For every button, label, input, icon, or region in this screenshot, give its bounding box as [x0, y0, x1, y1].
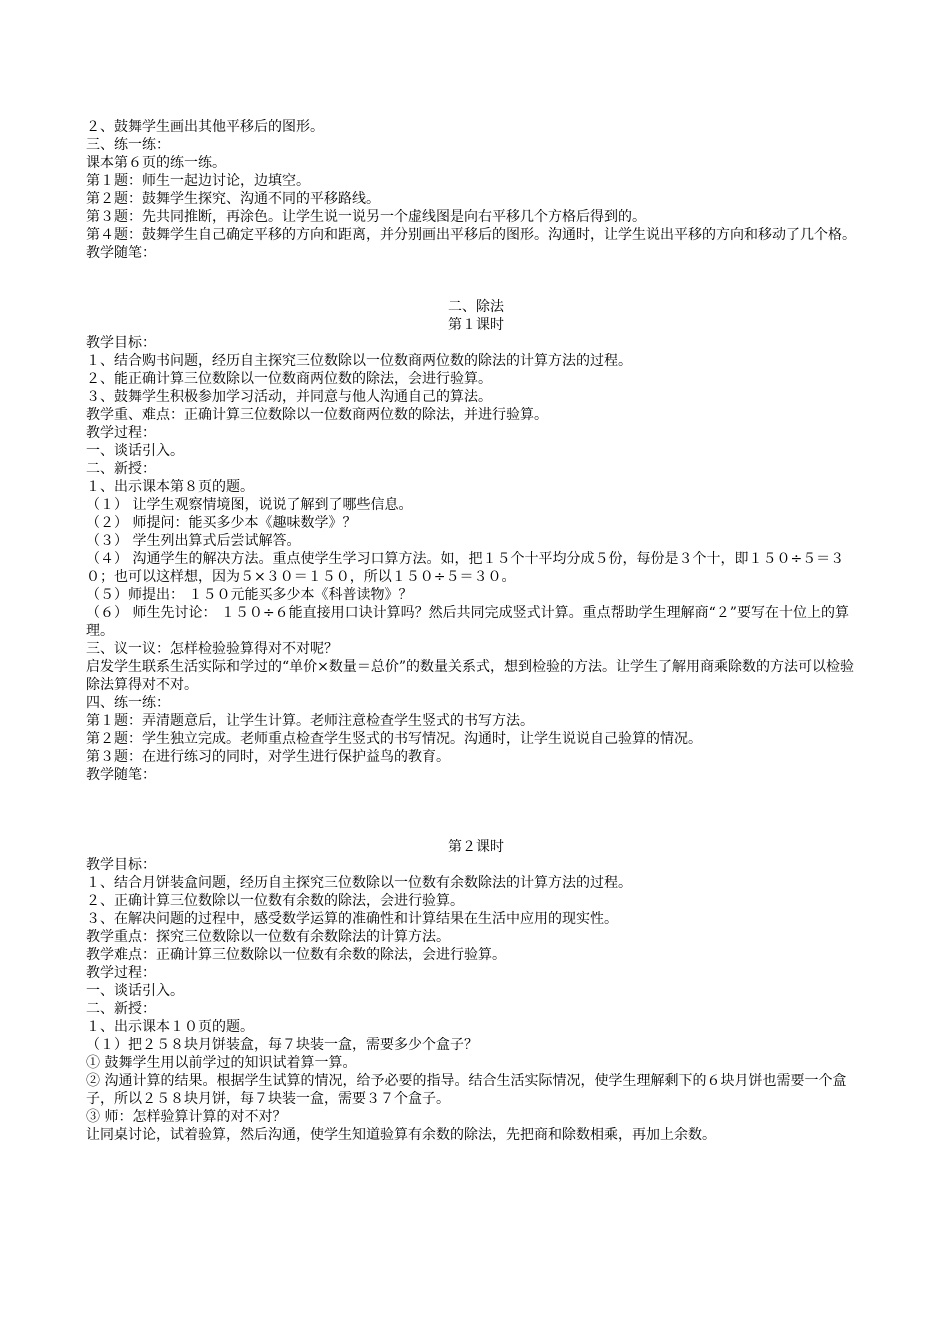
- paragraph: 三、练一练：: [86, 137, 170, 153]
- paragraph: （２） 师提问：能买多少本《趣味数学》？: [86, 515, 357, 531]
- paragraph: ① 鼓舞学生用以前学过的知识试着算一算。: [86, 1055, 357, 1071]
- paragraph: 课本第６页的练一练。: [86, 155, 226, 171]
- lesson-title: 第１课时: [448, 317, 504, 333]
- paragraph: １、出示课本第８页的题。: [86, 479, 254, 495]
- paragraph: ２、正确计算三位数除以一位数有余数的除法，会进行验算。: [86, 893, 464, 909]
- paragraph: 教学过程：: [86, 965, 156, 981]
- paragraph: 教学目标：: [86, 857, 156, 873]
- paragraph: ３、鼓舞学生积极参加学习活动，并同意与他人沟通自己的算法。: [86, 389, 492, 405]
- paragraph: ③ 师：怎样验算计算的对不对？: [86, 1109, 287, 1125]
- paragraph: １、结合月饼装盒问题，经历自主探究三位数除以一位数有余数除法的计算方法的过程。: [86, 875, 632, 891]
- paragraph: （１）把２５８块月饼装盒，每７块装一盒，需要多少个盒子？: [86, 1037, 478, 1053]
- spacer: [86, 784, 866, 838]
- paragraph: １、出示课本１０页的题。: [86, 1019, 254, 1035]
- paragraph: 第１题：师生一起边讨论，边填空。: [86, 173, 310, 189]
- paragraph: 教学目标：: [86, 335, 156, 351]
- paragraph: （１） 让学生观察情境图，说说了解到了哪些信息。: [86, 497, 413, 513]
- paragraph: 教学重点：探究三位数除以一位数有余数除法的计算方法。: [86, 929, 450, 945]
- paragraph: 让同桌讨论，试着验算，然后沟通，使学生知道验算有余数的除法，先把商和除数相乘，再加上余数。: [86, 1127, 716, 1143]
- paragraph: （５）师提出： １５０元能买多少本《科普读物》？: [86, 587, 413, 603]
- paragraph: 教学随笔：: [86, 245, 156, 261]
- paragraph: 二、新授：: [86, 1001, 156, 1017]
- paragraph: 教学过程：: [86, 425, 156, 441]
- paragraph: 教学重、难点：正确计算三位数除以一位数商两位数的除法，并进行验算。: [86, 407, 548, 423]
- lesson-title: 第２课时: [448, 839, 504, 855]
- paragraph: 教学随笔：: [86, 767, 156, 783]
- paragraph: 二、新授：: [86, 461, 156, 477]
- paragraph: ２、鼓舞学生画出其他平移后的图形。: [86, 119, 324, 135]
- paragraph: 教学难点：正确计算三位数除以一位数有余数的除法，会进行验算。: [86, 947, 506, 963]
- paragraph: 第２题：学生独立完成。老师重点检查学生竖式的书写情况。沟通时，让学生说说自己验算的情况。: [86, 731, 702, 747]
- paragraph: （６） 师生先讨论： １５０÷６能直接用口诀计算吗？然后共同完成竖式计算。重点帮助学生理解商“２”要写在十位上的算理。: [86, 605, 849, 639]
- paragraph: ３、在解决问题的过程中，感受数学运算的准确性和计算结果在生活中应用的现实性。: [86, 911, 618, 927]
- section-division-lesson-1: [86, 298, 866, 784]
- section-translation-practice: [86, 118, 866, 262]
- paragraph: 四、练一练：: [86, 695, 170, 711]
- document-page: [86, 118, 866, 1144]
- paragraph: 一、谈话引入。: [86, 983, 184, 999]
- paragraph: 一、谈话引入。: [86, 443, 184, 459]
- paragraph: 第１题：弄清题意后，让学生计算。老师注意检查学生竖式的书写方法。: [86, 713, 534, 729]
- spacer: [86, 262, 866, 298]
- paragraph: （４） 沟通学生的解决方法。重点使学生学习口算方法。如，把１５个十平均分成５份，每份是３个十，即１５０÷５＝３０；也可以这样想，因为５×３０＝１５０，所以１５０÷５＝３０。: [86, 551, 845, 585]
- paragraph: 第２题：鼓舞学生探究、沟通不同的平移路线。: [86, 191, 380, 207]
- paragraph: 第３题：先共同推断，再涂色。让学生说一说另一个虚线图是向右平移几个方格后得到的。: [86, 209, 646, 225]
- paragraph: ２、能正确计算三位数除以一位数商两位数的除法，会进行验算。: [86, 371, 492, 387]
- paragraph: （３） 学生列出算式后尝试解答。: [86, 533, 301, 549]
- paragraph: 第３题：在进行练习的同时，对学生进行保护益鸟的教育。: [86, 749, 450, 765]
- chapter-title: 二、除法: [448, 299, 504, 315]
- paragraph: 三、议一议：怎样检验验算得对不对呢？: [86, 641, 338, 657]
- paragraph: ② 沟通计算的结果。根据学生试算的情况，给予必要的指导。结合生活实际情况，使学生理解剩下的６块月饼也需要一个盒子，所以２５８块月饼，每７块装一盒，需要３７个盒子。: [86, 1073, 847, 1107]
- paragraph: 第４题：鼓舞学生自己确定平移的方向和距离，并分别画出平移后的图形。沟通时，让学生说出平移的方向和移动了几个格。: [86, 227, 856, 243]
- paragraph: 启发学生联系生活实际和学过的“单价×数量＝总价”的数量关系式，想到检验的方法。让学生了解用商乘除数的方法可以检验除法算得对不对。: [86, 659, 855, 693]
- paragraph: １、结合购书问题，经历自主探究三位数除以一位数商两位数的除法的计算方法的过程。: [86, 353, 632, 369]
- section-division-lesson-2: [86, 838, 866, 1144]
